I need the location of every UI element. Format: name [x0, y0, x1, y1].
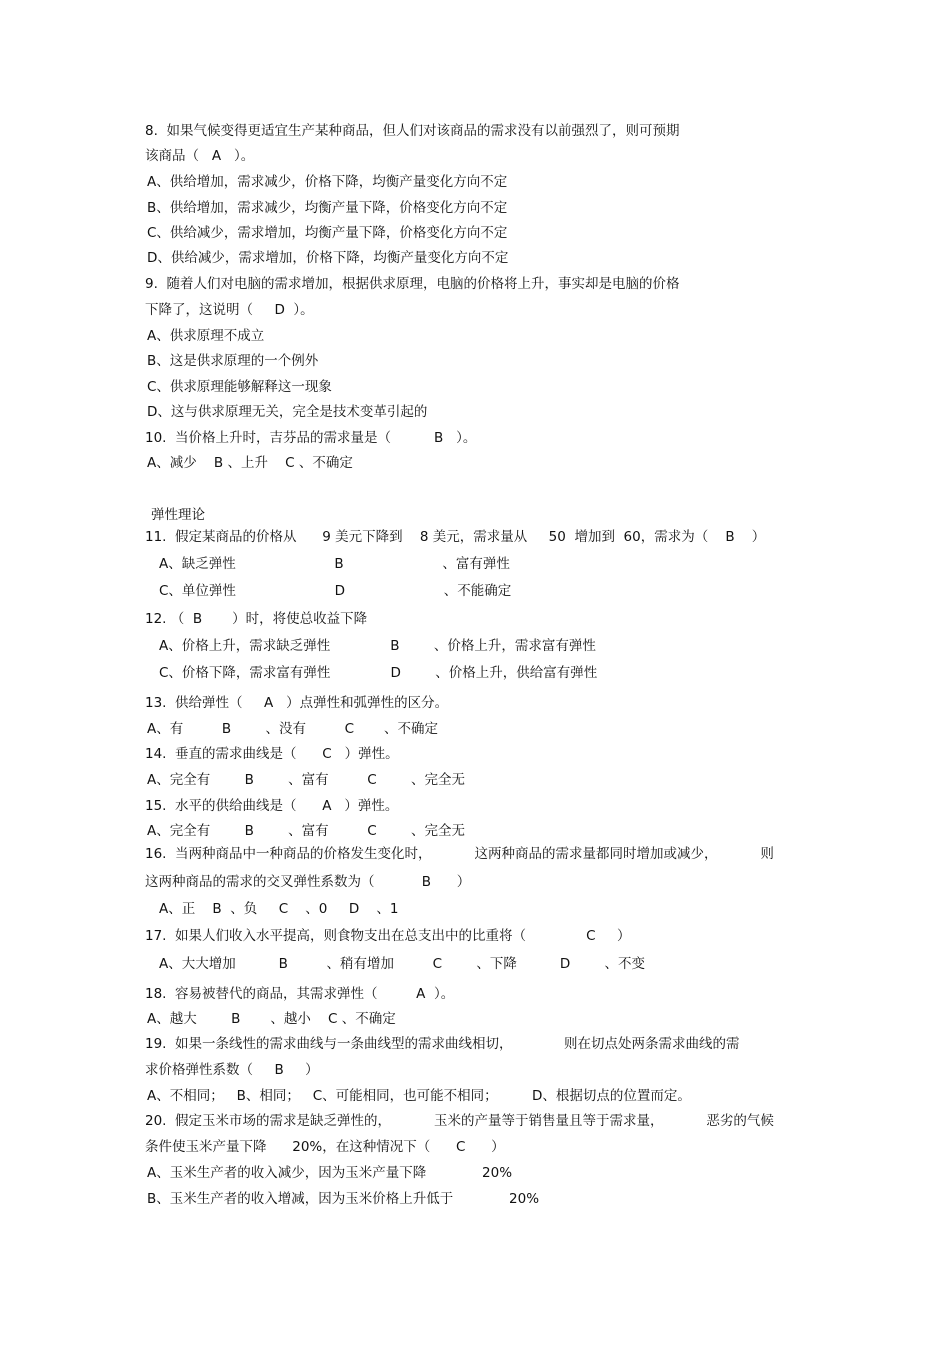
option-9-c: C、供求原理能够解释这一现象: [147, 379, 332, 395]
question-8-cont: 该商品（ A ）。: [145, 148, 255, 164]
question-9: 9. 随着人们对电脑的需求增加，根据供求原理，电脑的价格将上升，事实却是电脑的价格: [145, 276, 680, 292]
option-20-a: A、玉米生产者的收入减少，因为玉米产量下降 20%: [147, 1165, 513, 1181]
option-8-b: B、供给增加，需求减少，均衡产量下降，价格变化方向不定: [147, 200, 508, 216]
options-13: A、有 B 、没有 C 、不确定: [147, 721, 439, 737]
question-10: 10. 当价格上升时，吉芬品的需求量是（ B ）。: [145, 430, 477, 446]
options-18: A、越大 B 、越小 C 、不确定: [147, 1011, 396, 1027]
option-9-d: D、这与供求原理无关，完全是技术变革引起的: [147, 404, 428, 420]
options-19: A、不相同； B、相同； C、可能相同，也可能不相同； D、根据切点的位置而定。: [147, 1088, 691, 1104]
question-13: 13. 供给弹性（ A ）点弹性和弧弹性的区分。: [145, 695, 449, 711]
question-9-cont: 下降了，这说明（ D ）。: [145, 302, 314, 318]
question-19: 19. 如果一条线性的需求曲线与一条曲线型的需求曲线相切， 则在切点处两条需求曲线的需: [145, 1036, 740, 1052]
question-11: 11. 假定某商品的价格从 9 美元下降到 8 美元，需求量从 50 增加到 60，需求为（ B ）: [145, 529, 766, 545]
option-9-a: A、供求原理不成立: [147, 328, 265, 344]
option-8-c: C、供给减少，需求增加，均衡产量下降，价格变化方向不定: [147, 225, 508, 241]
options-17: A、大大增加 B 、稍有增加 C 、下降 D 、不变: [159, 956, 646, 972]
option-8-a: A、供给增加，需求减少，价格下降，均衡产量变化方向不定: [147, 174, 508, 190]
option-20-b: B、玉米生产者的收入增减，因为玉米价格上升低于 20%: [147, 1191, 540, 1207]
options-10: A、减少 B 、上升 C 、不确定: [147, 455, 353, 471]
question-12: 12. （ B ）时，将使总收益下降: [145, 611, 368, 627]
options-12-cd: C、价格下降，需求富有弹性 D 、价格上升，供给富有弹性: [159, 665, 598, 681]
question-16-cont: 这两种商品的需求的交叉弹性系数为（ B ）: [145, 874, 471, 890]
options-11-ab: A、缺乏弹性 B 、富有弹性: [159, 556, 510, 572]
question-16: 16. 当两种商品中一种商品的价格发生变化时， 这两种商品的需求量都同时增加或减少， 则: [145, 846, 774, 862]
option-9-b: B、这是供求原理的一个例外: [147, 353, 319, 369]
question-20-cont: 条件使玉米产量下降 20%，在这种情况下（ C ）: [145, 1139, 505, 1155]
option-8-d: D、供给减少，需求增加，价格下降，均衡产量变化方向不定: [147, 250, 509, 266]
question-18: 18. 容易被替代的商品，其需求弹性（ A ）。: [145, 986, 455, 1002]
question-15: 15. 水平的供给曲线是（ A ）弹性。: [145, 798, 399, 814]
options-11-cd: C、单位弹性 D 、不能确定: [159, 583, 512, 599]
options-15: A、完全有 B 、富有 C 、完全无: [147, 823, 466, 839]
question-17: 17. 如果人们收入水平提高，则食物支出在总支出中的比重将（ C ）: [145, 928, 631, 944]
options-12-ab: A、价格上升，需求缺乏弹性 B 、价格上升，需求富有弹性: [159, 638, 596, 654]
options-16: A、正 B 、负 C 、0 D 、1: [159, 901, 399, 917]
question-8: 8. 如果气候变得更适宜生产某种商品，但人们对该商品的需求没有以前强烈了，则可预期: [145, 123, 680, 139]
question-19-cont: 求价格弹性系数（ B ）: [145, 1062, 319, 1078]
question-20: 20. 假定玉米市场的需求是缺乏弹性的， 玉米的产量等于销售量且等于需求量， 恶劣的气候: [145, 1113, 774, 1129]
options-14: A、完全有 B 、富有 C 、完全无: [147, 772, 466, 788]
section-heading: 弹性理论: [151, 507, 205, 523]
question-14: 14. 垂直的需求曲线是（ C ）弹性。: [145, 746, 399, 762]
